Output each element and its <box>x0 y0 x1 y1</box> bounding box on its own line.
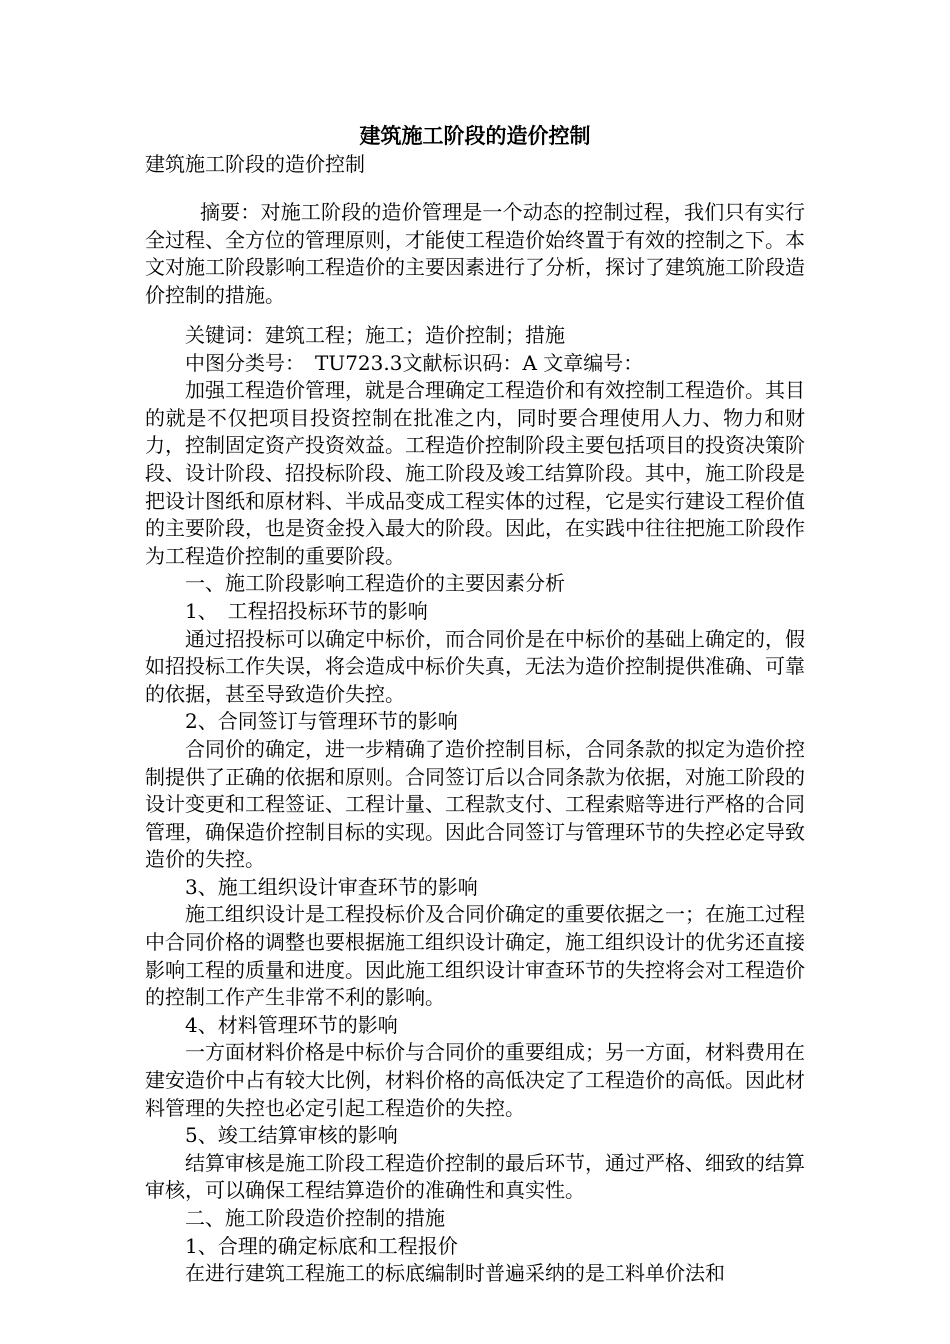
classification-line: 中图分类号： TU723.3文献标识码：A 文章编号： <box>185 350 644 375</box>
subsection-heading: 5、竣工结算审核的影响 <box>185 1123 398 1148</box>
keywords-line: 关键词：建筑工程；施工；造价控制；措施 <box>185 323 565 347</box>
section-heading: 二、施工阶段造价控制的措施 <box>185 1206 445 1230</box>
body-block <box>145 322 805 1288</box>
body-paragraph: 施工组织设计是工程投标价及合同价确定的重要依据之一；在施工过程中合同价格的调整也要根据施工组织设计确定，施工组织设计的优劣还直接影响工程的质量和进度。因此施工组织设计审查环节的失控将会对工程造价的控制工作产生非常不利的影响。 <box>145 902 805 1010</box>
subsection-heading: 1、 工程招投标环节的影响 <box>185 598 428 623</box>
body-paragraph: 在进行建筑工程施工的标底编制时普遍采纳的是工料单价法和 <box>185 1261 725 1286</box>
body-paragraph: 加强工程造价管理，就是合理确定工程造价和有效控制工程造价。其目的就是不仅把项目投资控制在批准之内，同时要合理使用人力、物力和财力，控制固定资产投资效益。工程造价控制阶段主要包括项目的投资决策阶段、设计阶段、招投标阶段、施工阶段及竣工结算阶段。其中，施工阶段是把设计图纸和原材料、半成品变成工程实体的过程，它是实行建设工程价值的主要阶段，也是资金投入最大的阶段。因此，在实践中往往把施工阶段作为工程造价控制的重要阶段。 <box>145 378 805 568</box>
document-subtitle: 建筑施工阶段的造价控制 <box>145 152 365 176</box>
body-paragraph: 一方面材料价格是中标价与合同价的重要组成；另一方面，材料费用在建安造价中占有较大比例，材料价格的高低决定了工程造价的高低。因此材料管理的失控也必定引起工程造价的失控。 <box>145 1040 805 1120</box>
body-paragraph: 合同价的确定，进一步精确了造价控制目标，合同条款的拟定为造价控制提供了正确的依据和原则。合同签订后以合同条款为依据，对施工阶段的设计变更和工程签证、工程计量、工程款支付、工程索赔等进行严格的合同管理，确保造价控制目标的实现。因此合同签订与管理环节的失控必定导致造价的失控。 <box>145 736 805 872</box>
abstract-paragraph: 摘要：对施工阶段的造价管理是一个动态的控制过程，我们只有实行全过程、全方位的管理原则，才能使工程造价始终置于有效的控制之下。本文对施工阶段影响工程造价的主要因素进行了分析，探讨了建筑施工阶段造价控制的措施。 <box>145 200 805 307</box>
subsection-heading: 4、材料管理环节的影响 <box>185 1012 398 1037</box>
document-title: 建筑施工阶段的造价控制 <box>359 123 591 148</box>
abstract-block <box>145 199 805 309</box>
subsection-heading: 1、合理的确定标底和工程报价 <box>185 1233 458 1258</box>
body-paragraph: 结算审核是施工阶段工程造价控制的最后环节，通过严格、细致的结算审核，可以确保工程结算造价的准确性和真实性。 <box>145 1150 805 1203</box>
body-paragraph: 通过招投标可以确定中标价，而合同价是在中标价的基础上确定的，假如招投标工作失误，将会造成中标价失真，无法为造价控制提供准确、可靠的依据，甚至导致造价失控。 <box>145 626 805 706</box>
subsection-heading: 3、施工组织设计审查环节的影响 <box>185 874 478 899</box>
section-heading: 一、施工阶段影响工程造价的主要因素分析 <box>185 571 565 596</box>
subsection-heading: 2、合同签订与管理环节的影响 <box>185 709 458 734</box>
